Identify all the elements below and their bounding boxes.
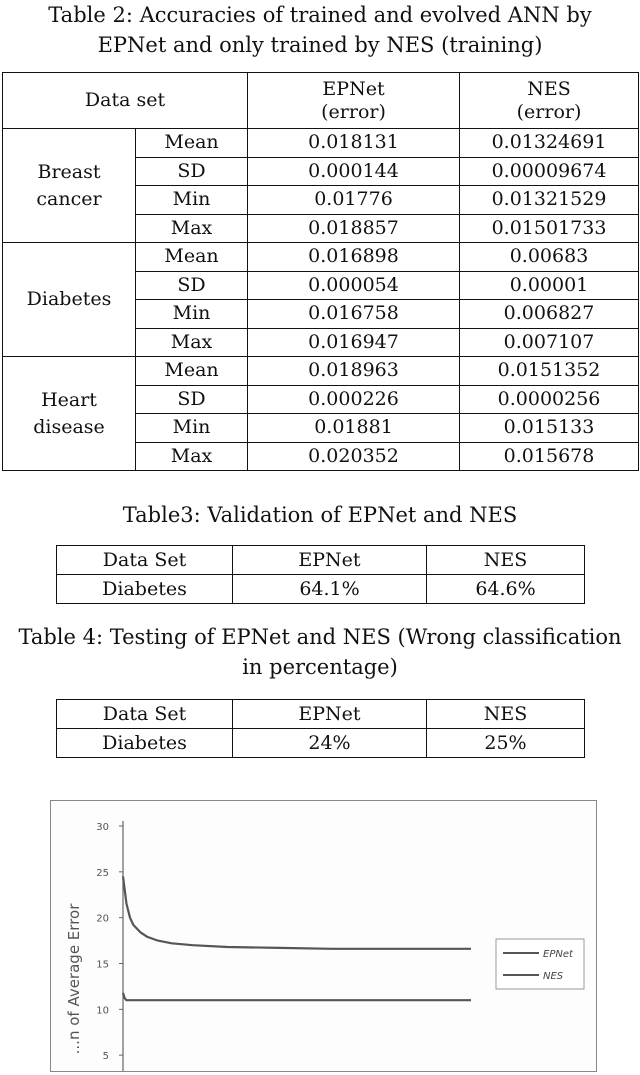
table2-caption-line2: EPNet and only trained by NES (training) bbox=[97, 33, 543, 57]
table3-epnet-value: 64.1% bbox=[233, 575, 427, 604]
table4 bbox=[56, 699, 585, 758]
nes-value: 0.00683 bbox=[460, 243, 639, 272]
table3 bbox=[56, 545, 585, 604]
y-tick-label: 10 bbox=[96, 1005, 109, 1017]
table2-header-epnet bbox=[248, 73, 460, 129]
table3-dataset: Diabetes bbox=[57, 575, 233, 604]
stat-label: Max bbox=[136, 328, 248, 357]
table2-header-nes-line1: NES bbox=[527, 77, 571, 100]
dataset-name-line2: cancer bbox=[36, 187, 102, 210]
error-chart bbox=[51, 801, 596, 1071]
legend-label-epnet: EPNet bbox=[543, 949, 573, 960]
table2-header-nes-line2: (error) bbox=[516, 100, 582, 123]
y-tick-label: 20 bbox=[96, 913, 109, 925]
series-line-nes bbox=[123, 993, 471, 1000]
table4-dataset: Diabetes bbox=[57, 729, 233, 758]
stat-label: Min bbox=[136, 414, 248, 443]
dataset-breast-cancer bbox=[3, 129, 136, 243]
table-row bbox=[57, 729, 585, 758]
dataset-diabetes bbox=[3, 243, 136, 357]
legend-label-nes: NES bbox=[543, 971, 564, 982]
nes-value: 0.01321529 bbox=[460, 186, 639, 215]
table3-header-nes: NES bbox=[427, 546, 585, 575]
nes-value: 0.015678 bbox=[460, 442, 639, 471]
table2-header-dataset: Data set bbox=[3, 73, 248, 129]
epnet-value: 0.016898 bbox=[248, 243, 460, 272]
dataset-name-line1: Heart bbox=[41, 388, 97, 411]
nes-value: 0.01501733 bbox=[460, 214, 639, 243]
epnet-value: 0.016947 bbox=[248, 328, 460, 357]
table-row bbox=[57, 575, 585, 604]
stat-label: Max bbox=[136, 214, 248, 243]
table-row bbox=[3, 357, 639, 386]
stat-label: SD bbox=[136, 271, 248, 300]
table3-header-dataset: Data Set bbox=[57, 546, 233, 575]
error-chart-frame bbox=[50, 800, 597, 1072]
chart-legend bbox=[496, 939, 584, 989]
table2-header-epnet-line1: EPNet bbox=[322, 77, 385, 100]
table2-caption-line1: Table 2: Accuracies of trained and evolved ANN by bbox=[48, 3, 592, 27]
nes-value: 0.0151352 bbox=[460, 357, 639, 386]
dataset-name-line1: Diabetes bbox=[26, 288, 112, 310]
table-row bbox=[3, 129, 639, 158]
table3-nes-value: 64.6% bbox=[427, 575, 585, 604]
nes-value: 0.007107 bbox=[460, 328, 639, 357]
nes-value: 0.015133 bbox=[460, 414, 639, 443]
stat-label: Mean bbox=[136, 129, 248, 158]
epnet-value: 0.018131 bbox=[248, 129, 460, 158]
stat-label: Min bbox=[136, 300, 248, 329]
legend-box bbox=[496, 939, 584, 989]
stat-label: SD bbox=[136, 385, 248, 414]
table4-caption-line1: Table 4: Testing of EPNet and NES (Wrong classification bbox=[18, 625, 622, 649]
table4-header-row bbox=[57, 700, 585, 729]
y-tick-label: 30 bbox=[96, 822, 109, 833]
dataset-name-line2: disease bbox=[33, 415, 105, 438]
epnet-value: 0.01776 bbox=[248, 186, 460, 215]
table4-header-epnet: EPNet bbox=[233, 700, 427, 729]
y-tick-label: 5 bbox=[102, 1051, 109, 1063]
epnet-value: 0.000054 bbox=[248, 271, 460, 300]
epnet-value: 0.018857 bbox=[248, 214, 460, 243]
epnet-value: 0.000144 bbox=[248, 157, 460, 186]
nes-value: 0.01324691 bbox=[460, 129, 639, 158]
table3-caption: Table3: Validation of EPNet and NES bbox=[122, 503, 518, 527]
table3-header-epnet: EPNet bbox=[233, 546, 427, 575]
epnet-value: 0.018963 bbox=[248, 357, 460, 386]
table4-header-nes: NES bbox=[427, 700, 585, 729]
epnet-value: 0.020352 bbox=[248, 442, 460, 471]
y-tick-label: 15 bbox=[96, 959, 109, 971]
stat-label: Mean bbox=[136, 243, 248, 272]
stat-label: Mean bbox=[136, 357, 248, 386]
epnet-value: 0.000226 bbox=[248, 385, 460, 414]
nes-value: 0.00001 bbox=[460, 271, 639, 300]
nes-value: 0.00009674 bbox=[460, 157, 639, 186]
table4-epnet-value: 24% bbox=[233, 729, 427, 758]
series-line-epnet bbox=[123, 876, 471, 948]
table4-caption-line2: in percentage) bbox=[242, 655, 398, 679]
dataset-name-line1: Breast bbox=[37, 160, 101, 183]
y-tick-label: 25 bbox=[96, 867, 109, 879]
nes-value: 0.0000256 bbox=[460, 385, 639, 414]
y-axis bbox=[96, 821, 123, 1071]
epnet-value: 0.016758 bbox=[248, 300, 460, 329]
table2-header-row bbox=[3, 73, 639, 129]
nes-value: 0.006827 bbox=[460, 300, 639, 329]
stat-label: Max bbox=[136, 442, 248, 471]
table2-header-epnet-line2: (error) bbox=[321, 100, 386, 123]
dataset-heart-disease bbox=[3, 357, 136, 471]
epnet-value: 0.01881 bbox=[248, 414, 460, 443]
chart-series bbox=[123, 876, 471, 1000]
table2-header-nes bbox=[460, 73, 639, 129]
table2 bbox=[2, 72, 639, 471]
table4-nes-value: 25% bbox=[427, 729, 585, 758]
stat-label: Min bbox=[136, 186, 248, 215]
stat-label: SD bbox=[136, 157, 248, 186]
table3-header-row bbox=[57, 546, 585, 575]
table4-header-dataset: Data Set bbox=[57, 700, 233, 729]
y-axis-label: ...n of Average Error bbox=[65, 903, 83, 1055]
table-row bbox=[3, 243, 639, 272]
